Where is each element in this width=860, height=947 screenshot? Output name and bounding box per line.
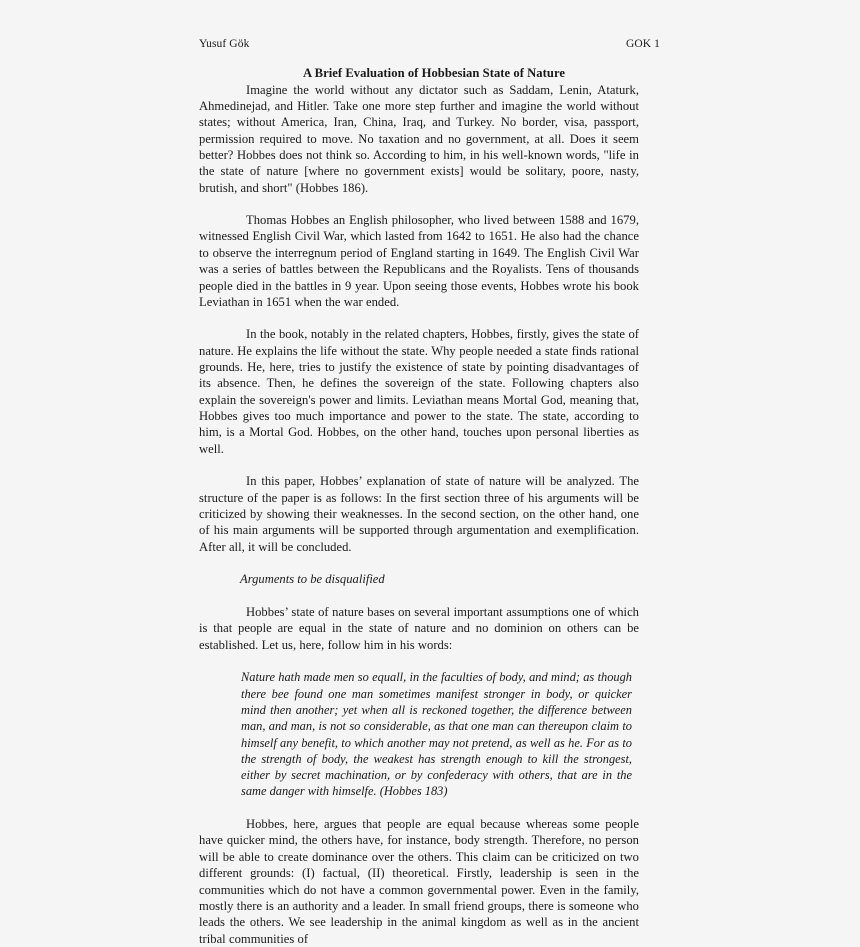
page-content (199, 0, 660, 947)
section-heading-arguments: Arguments to be disqualified (240, 572, 385, 587)
body-paragraph-1: Imagine the world without any dictator such as Saddam, Lenin, Ataturk, Ahmedinejad, and Hitler. Take one more step further and imagine the world without states; without America, Iran, China, Iraq, and Turkey. No border, visa, passport, permission required to move. No taxation and no government, at all. Does it seem better? Hobbes does not think so. According to him, in his well-known words, "life in the state of nature [where no government exists] would be solitary, poore, nasty, brutish, and short" (Hobbes 186). (199, 82, 639, 195)
document-title: A Brief Evaluation of Hobbesian State of Nature (302, 65, 566, 80)
body-paragraph-2: Thomas Hobbes an English philosopher, who lived between 1588 and 1679, witnessed English Civil War, which lasted from 1642 to 1651. He also had the chance to observe the interregnum period of England starting in 1649. The English Civil War was a series of battles between the Republicans and the Royalists. Tens of thousands people died in the battles in 9 year. Upon seeing those events, Hobbes wrote his book Leviathan in 1651 when the war ended. (199, 213, 639, 309)
block-quote-hobbes: Nature hath made men so equall, in the faculties of body, and mind; as though there bee found one man sometimes manifest stronger in body, or quicker mind then another; yet when all is reckoned together, the difference between man, and man, is not so considerable, as that one man can thereupon claim to himself any benefit, to which another may not pretend, as well as he. For as to the strength of body, the weakest has strength enough to kill the strongest, either by secret machination, or by confederacy with others, that are in the same danger with himselfe. (Hobbes 183) (241, 670, 632, 799)
body-paragraph-after-heading: Hobbes’ state of nature bases on several important assumptions one of which is that people are equal in the state of nature and no dominion on others can be established. Let us, here, follow him in his words: (199, 604, 639, 652)
header-page-marker: GOK 1 (625, 38, 660, 50)
body-paragraph-3: In the book, notably in the related chapters, Hobbes, firstly, gives the state of nature. He explains the life without the state. Why people needed a state finds rational grounds. He, here, tries to justify the existence of state by pointing disadvantages of its absence. Then, he defines the sovereign of the state. Following chapters also explain the sovereign's power and limits. Leviathan means Mortal God, meaning that, Hobbes gives too much importance and power to the state. The state, according to him, is a Mortal God. Hobbes, on the other hand, touches upon personal liberties as well. (199, 327, 639, 456)
body-paragraph-final: Hobbes, here, argues that people are equal because whereas some people have quicker mind, the others have, for instance, body strength. Therefore, no person will be able to create dominance over the others. This claim can be criticized on two different grounds: (I) factual, (II) theoretical. Firstly, leadership is seen in the communities which do not have a common governmental power. Even in the family, mostly there is an authority and a leader. In small friend groups, there is someone who leads the others. We see leadership in the animal kingdom as well as in the ancient tribal communities of (199, 817, 639, 946)
running-header (199, 38, 660, 52)
header-author-name: Yusuf Gök (199, 38, 250, 50)
body-paragraph-4: In this paper, Hobbes’ explanation of state of nature will be analyzed. The structure of the paper is as follows: In the first section three of his arguments will be criticized by showing their weaknesses. In the second section, on the other hand, one of his main arguments will be supported through argumentation and exemplification. After all, it will be concluded. (199, 474, 639, 554)
